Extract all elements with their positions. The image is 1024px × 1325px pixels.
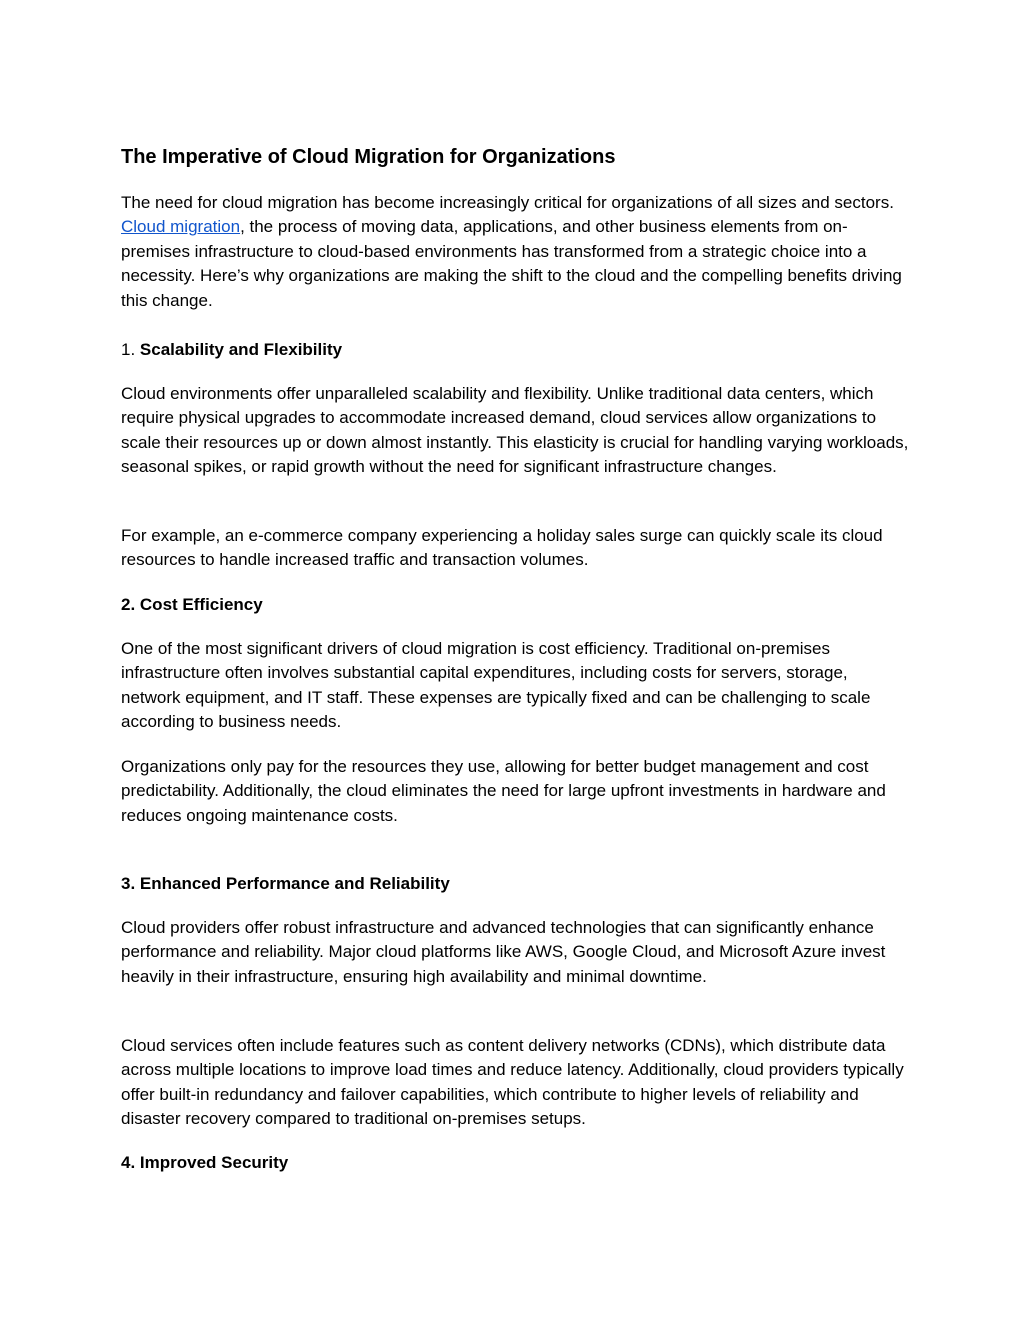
performance-paragraph-2: Cloud services often include features such as content delivery networks (CDNs), which distribute data across multiple locations to improve load times and reduce latency. Additionally, cloud providers typically offer built-in redundancy and failover capabilities, which contribute to higher levels of reliability and disaster recovery compared to traditional on-premises setups. bbox=[121, 1036, 904, 1129]
section-heading-text: Scalability and Flexibility bbox=[139, 340, 343, 359]
section-heading-text: Enhanced Performance and Reliability bbox=[139, 874, 450, 893]
intro-text-after-link: , the process of moving data, applications, and other business elements from on-premises infrastructure to cloud-based environments has transformed from a strategic choice into a necessity. Here’s why organizations are making the shift to the cloud and the compelling benefits driving this change. bbox=[121, 217, 902, 310]
cost-efficiency-paragraph-1: One of the most significant drivers of cloud migration is cost efficiency. Traditional on-premises infrastructure often involves substantial capital expenditures, including costs for servers, storage, network equipment, and IT staff. These expenses are typically fixed and can be challenging to scale according to business needs. bbox=[121, 639, 871, 732]
scalability-paragraph-2: For example, an e-commerce company experiencing a holiday sales surge can quickly scale its cloud resources to handle increased traffic and transaction volumes. bbox=[121, 526, 883, 570]
section-number: 3. bbox=[121, 874, 140, 893]
section-number: 2. bbox=[121, 595, 140, 614]
document-title: The Imperative of Cloud Migration for Organizations bbox=[121, 146, 616, 168]
cost-efficiency-paragraph-2: Organizations only pay for the resources they use, allowing for better budget management and cost predictability. Additionally, the cloud eliminates the need for large upfront investments in hardware and reduces ongoing maintenance costs. bbox=[121, 757, 886, 825]
section-heading-cost-efficiency bbox=[121, 593, 263, 617]
section-heading-security bbox=[121, 1151, 288, 1175]
section-heading-text: Cost Efficiency bbox=[139, 595, 263, 614]
performance-paragraph-1: Cloud providers offer robust infrastructure and advanced technologies that can significantly enhance performance and reliability. Major cloud platforms like AWS, Google Cloud, and Microsoft Azure invest heavily in their infrastructure, ensuring high availability and minimal downtime. bbox=[121, 918, 886, 986]
section-heading-text: Improved Security bbox=[139, 1153, 289, 1172]
section-number: 1. bbox=[121, 340, 140, 359]
intro-text-before-link: The need for cloud migration has become increasingly critical for organizations of all sizes and sectors. bbox=[121, 193, 894, 212]
intro-paragraph bbox=[121, 191, 911, 313]
section-number: 4. bbox=[121, 1153, 140, 1172]
section-heading-scalability bbox=[121, 338, 342, 362]
cloud-migration-link[interactable]: Cloud migration bbox=[121, 217, 241, 237]
section-heading-performance bbox=[121, 872, 450, 896]
scalability-paragraph-1: Cloud environments offer unparalleled scalability and flexibility. Unlike traditional data centers, which require physical upgrades to accommodate increased demand, cloud services allow organizations to scale their resources up or down almost instantly. This elasticity is crucial for handling varying workloads, seasonal spikes, or rapid growth without the need for significant infrastructure changes. bbox=[121, 384, 909, 477]
